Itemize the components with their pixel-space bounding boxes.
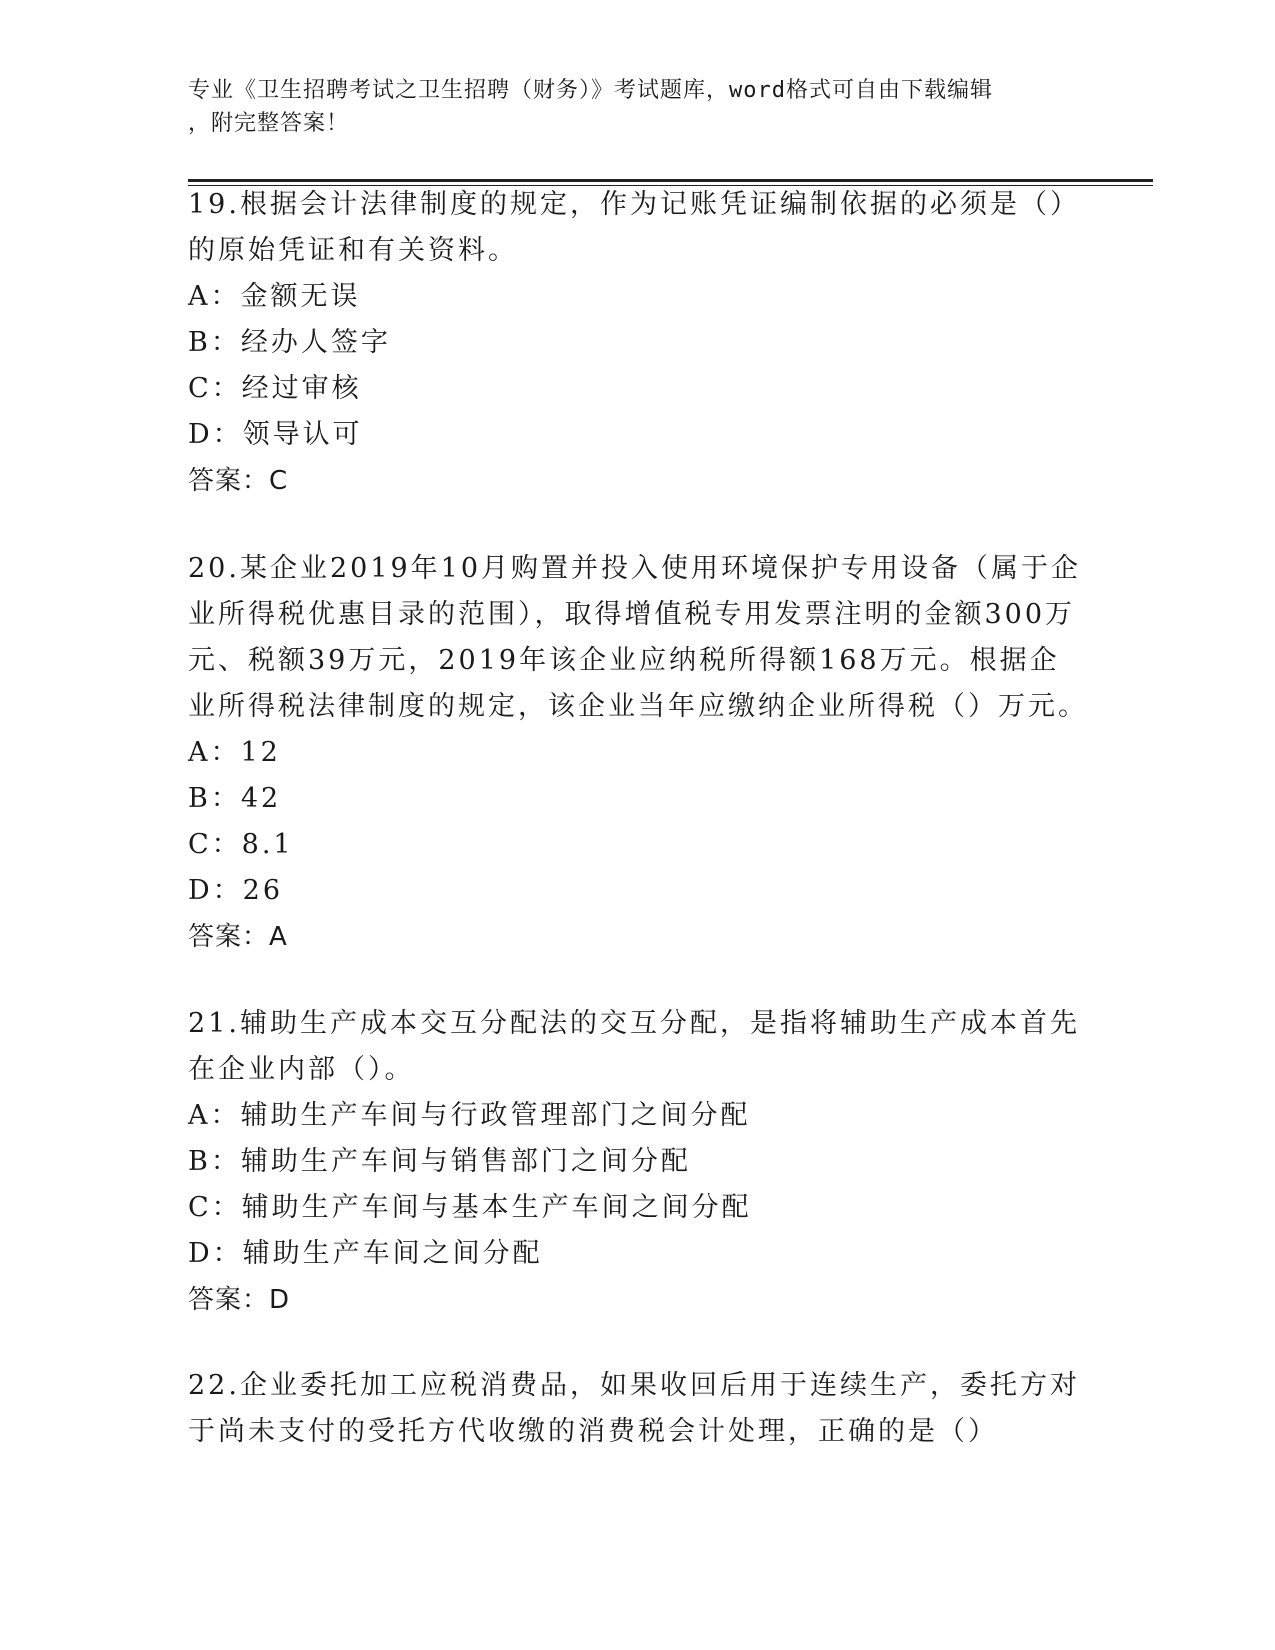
option-b: B：42 — [188, 783, 282, 814]
question-text: 19.根据会计法律制度的规定，作为记账凭证编制依据的必须是（）的原始凭证和有关资料。 — [188, 189, 1080, 266]
answer-label: 答案：C — [188, 466, 289, 496]
question-text: 20.某企业2019年10月购置并投入使用环境保护专用设备（属于企业所得税优惠目录的范围），取得增值税专用发票注明的金额300万元、税额39万元，2019年该企业应纳税所得额168万元。根据企业所得税法律制度的规定，该企业当年应缴纳企业所得税（）万元。 — [188, 553, 1088, 722]
question-21 — [188, 1001, 1088, 1323]
option-d: D：26 — [188, 875, 284, 906]
question-text: 21.辅助生产成本交互分配法的交互分配，是指将辅助生产成本首先在企业内部（）。 — [188, 1008, 1080, 1085]
option-c: C：8.1 — [188, 829, 294, 860]
header-line-1: 专业《卫生招聘考试之卫生招聘（财务）》考试题库，word格式可自由下载编辑 — [188, 78, 993, 103]
header-line-2: ，附完整答案！ — [188, 111, 350, 136]
option-a: A：12 — [188, 737, 281, 768]
document-header — [188, 74, 1068, 140]
answer-label: 答案：D — [188, 1285, 291, 1315]
answer-label: 答案：A — [188, 922, 288, 952]
option-b: B：经办人签字 — [188, 327, 391, 358]
option-a: A：辅助生产车间与行政管理部门之间分配 — [188, 1100, 751, 1131]
option-a: A：金额无误 — [188, 281, 361, 312]
option-c: C：经过审核 — [188, 373, 362, 404]
question-19 — [188, 182, 1088, 504]
question-22 — [188, 1363, 1088, 1455]
question-text: 22.企业委托加工应税消费品，如果收回后用于连续生产，委托方对于尚未支付的受托方代收缴的消费税会计处理，正确的是（） — [188, 1370, 1080, 1447]
option-c: C：辅助生产车间与基本生产车间之间分配 — [188, 1192, 752, 1223]
option-b: B：辅助生产车间与销售部门之间分配 — [188, 1146, 691, 1177]
option-d: D：领导认可 — [188, 419, 363, 450]
option-d: D：辅助生产车间之间分配 — [188, 1238, 543, 1269]
question-20 — [188, 546, 1088, 960]
